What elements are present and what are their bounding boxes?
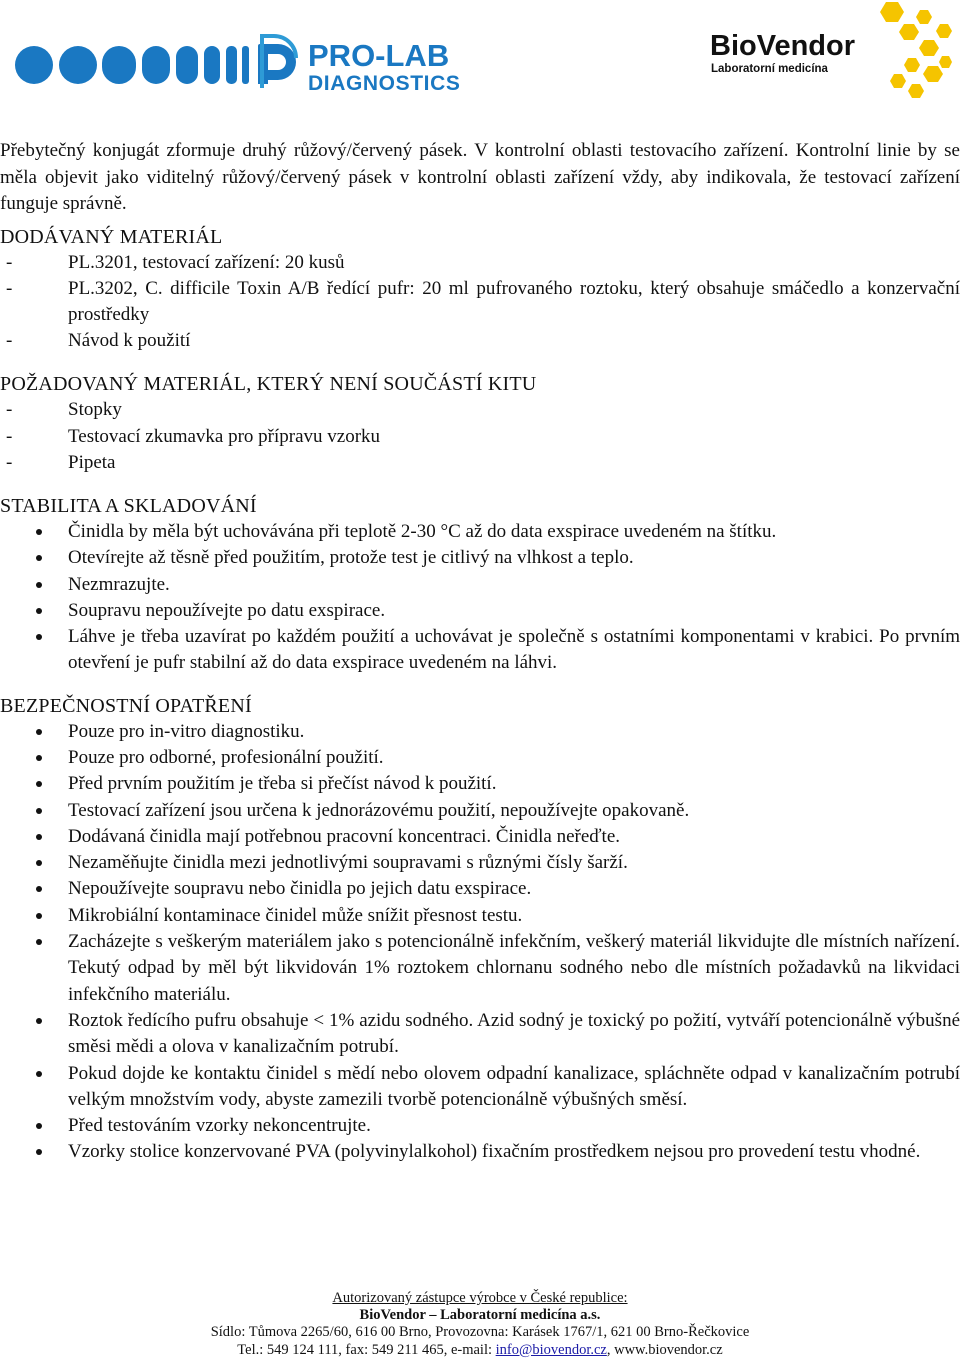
bullet-icon [0,824,68,850]
list-item: Pouze pro in-vitro diagnostiku. [0,719,960,745]
bullet-icon [0,598,68,624]
section-title-safety: BEZPEČNOSTNÍ OPATŘENÍ [0,694,252,717]
page-footer [0,1290,960,1359]
list-item: - PL.3202, C. difficile Toxin A/B ředící pufr: 20 ml pufrovaného roztoku, který obsahuje smáčedlo a konzervační prostředky [6,277,960,325]
page-header [0,0,960,110]
list-item: Nezmrazujte. [0,572,960,598]
document-body [0,138,960,1166]
prolab-logo-subtext: DIAGNOSTICS [308,72,461,95]
bullet-icon [0,572,68,598]
list-item: Pokud dojde ke kontaktu činidel s mědí nebo olovem odpadní kanalizace, spláchněte odpad v kanalizačním potrubí velkým množstvím vody, abyste zamezili tvorbě potencionálně výbušných směsí. [0,1061,960,1114]
list-item: Nepoužívejte soupravu nebo činidla po jejich datu exspirace. [0,876,960,902]
footer-address: Sídlo: Tůmova 2265/60, 616 00 Brno, Provozovna: Karásek 1767/1, 621 00 Brno-Řečkovice [210,1324,750,1341]
list-item: Láhve je třeba uzavírat po každém použití a uchovávat je společně s ostatními komponentami v krabici. Po prvním otevření je pufr stabilní až do data exspirace uvedeném na láhvi. [0,624,960,677]
list-item: - Testovací zkumavka pro přípravu vzorku [6,425,381,447]
list-item: Testovací zařízení jsou určena k jednorázovému použití, nepoužívejte opakovaně. [0,798,960,824]
list-item: Mikrobiální kontaminace činidel může snížit přesnost testu. [0,903,960,929]
list-item: Vzorky stolice konzervované PVA (polyvinylalkohol) fixačním prostředkem nejsou pro provedení testu vhodné. [0,1139,960,1165]
footer-representative-label: Autorizovaný zástupce výrobce v České republice: [332,1290,628,1306]
list-item: Pouze pro odborné, profesionální použití. [0,745,960,771]
list-item: Soupravu nepoužívejte po datu exspirace. [0,598,960,624]
footer-email-link[interactable]: info@biovendor.cz [495,1341,607,1358]
list-item: - Stopky [6,399,122,421]
list-item: Před prvním použitím je třeba si přečíst návod k použití. [0,771,960,797]
biovendor-logo-text: BioVendor [710,30,856,62]
list-item: Dodávaná činidla mají potřebnou pracovní koncentraci. Činidla neřeďte. [0,824,960,850]
honeycomb-icon [880,2,952,98]
bullet-icon [0,798,68,824]
list-item: Před testováním vzorky nekoncentrujte. [0,1113,960,1139]
list-item: - PL.3201, testovací zařízení: 20 kusů [6,251,345,273]
list-item: Činidla by měla být uchovávána při teplotě 2-30 °C až do data exspirace uvedeném na štítku. [0,519,960,545]
bullet-icon [0,745,68,771]
bullet-icon [0,876,68,902]
bullet-icon [0,1061,68,1114]
bullet-icon [0,903,68,929]
biovendor-logo-subtitle: Laboratorní medicína [711,63,828,75]
pro-lab-diagnostics-logo [12,28,492,98]
biovendor-logo [708,0,953,100]
list-item: Roztok ředícího pufru obsahuje < 1% azidu sodného. Azid sodný je toxický po požití, vytváří potencionálně výbušné směsi mědi a olova v kanalizačním potrubí. [0,1008,960,1061]
prolab-logo-text: PRO-LAB [308,38,450,73]
bullet-icon [0,545,68,571]
footer-contact-separator: , [606,1341,615,1358]
bullet-icon [0,1139,68,1165]
bullet-icon [0,771,68,797]
bullet-icon [0,1113,68,1139]
section-title-required: POŽADOVANÝ MATERIÁL, KTERÝ NENÍ SOUČÁSTÍ KITU [0,373,537,396]
bullet-icon [0,850,68,876]
footer-company-name: BioVendor – Laboratorní medicína a.s. [359,1307,601,1324]
list-item: - Pipeta [6,451,116,473]
list-item: Nezaměňujte činidla mezi jednotlivými soupravami s různými čísly šarží. [0,850,960,876]
section-title-supplied: DODÁVANÝ MATERIÁL [0,225,223,248]
list-item: - Návod k použití [6,330,191,352]
bullet-icon [0,1008,68,1061]
footer-web-link[interactable]: www.biovendor.cz [614,1341,723,1358]
section-title-storage: STABILITA A SKLADOVÁNÍ [0,494,257,517]
bullet-icon [0,519,68,545]
bullet-icon [0,719,68,745]
bullet-icon [0,624,68,677]
list-item: Otevírejte až těsně před použitím, protože test je citlivý na vlhkost a teplo. [0,545,960,571]
footer-contact-prefix: Tel.: 549 124 111, fax: 549 211 465, e-mail: [237,1341,496,1358]
intro-paragraph: Přebytečný konjugát zformuje druhý růžový/červený pásek. V kontrolní oblasti testovacího zařízení. Kontrolní linie by se měla objevit jako viditelný růžový/červený pásek v kontrolní oblasti zařízení vždy, aby indikovala, že testovací zařízení funguje správně. [0,140,960,214]
list-item: Zacházejte s veškerým materiálem jako s potencionálně infekčním, veškerý materiál likvidujte dle místních nařízení. Tekutý odpad by měl být likvidován 1% roztokem chlornanu sodného nebo dle místních požadavků na likvidaci infekčního materiálu. [0,929,960,1008]
footer-contact [0,1342,960,1359]
bullet-icon [0,929,68,1008]
